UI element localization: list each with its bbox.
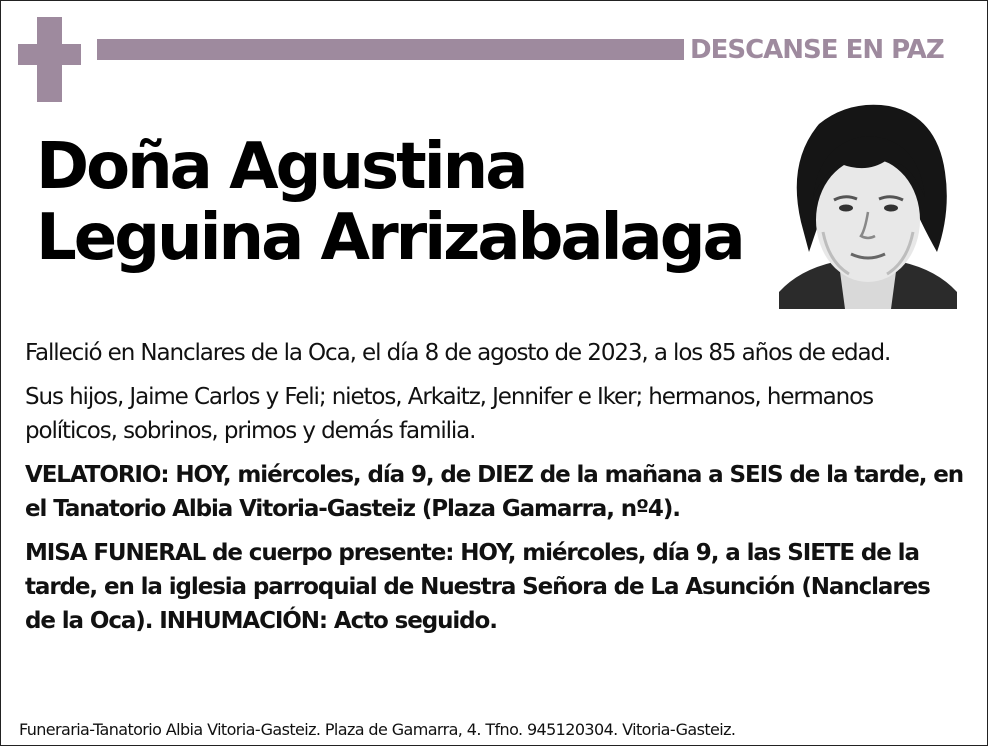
- deceased-portrait: [779, 102, 957, 309]
- family-notice: Sus hijos, Jaime Carlos y Feli; nietos, Arkaitz, Jennifer e Iker; hermanos, hermanos políticos, sobrinos, primos y demás familia.: [25, 384, 873, 444]
- death-notice: Falleció en Nanclares de la Oca, el día 8 de agosto de 2023, a los 85 años de edad.: [25, 340, 891, 366]
- obituary-body: [25, 336, 965, 648]
- rest-in-peace-label: DESCANSE EN PAZ: [690, 35, 944, 65]
- deceased-name-line-2: Leguina Arrizabalaga: [36, 201, 743, 275]
- funeral-notice: MISA FUNERAL de cuerpo presente: HOY, miércoles, día 9, a las SIETE de la tarde, en la iglesia parroquial de Nuestra Señora de La Asunción (Nanclares de la Oca). INHUMACIÓN: Acto seguido.: [25, 540, 930, 634]
- header-rule: [97, 39, 684, 60]
- deceased-name-line-1: Doña Agustina: [36, 130, 526, 204]
- deceased-name: [36, 132, 766, 274]
- funeral-home-footer: Funeraria-Tanatorio Albia Vitoria-Gasteiz. Plaza de Gamarra, 4. Tfno. 945120304. Vitoria-Gasteiz.: [19, 720, 736, 739]
- wake-notice: VELATORIO: HOY, miércoles, día 9, de DIEZ de la mañana a SEIS de la tarde, en el Tanatorio Albia Vitoria-Gasteiz (Plaza Gamarra, nº4).: [25, 462, 964, 522]
